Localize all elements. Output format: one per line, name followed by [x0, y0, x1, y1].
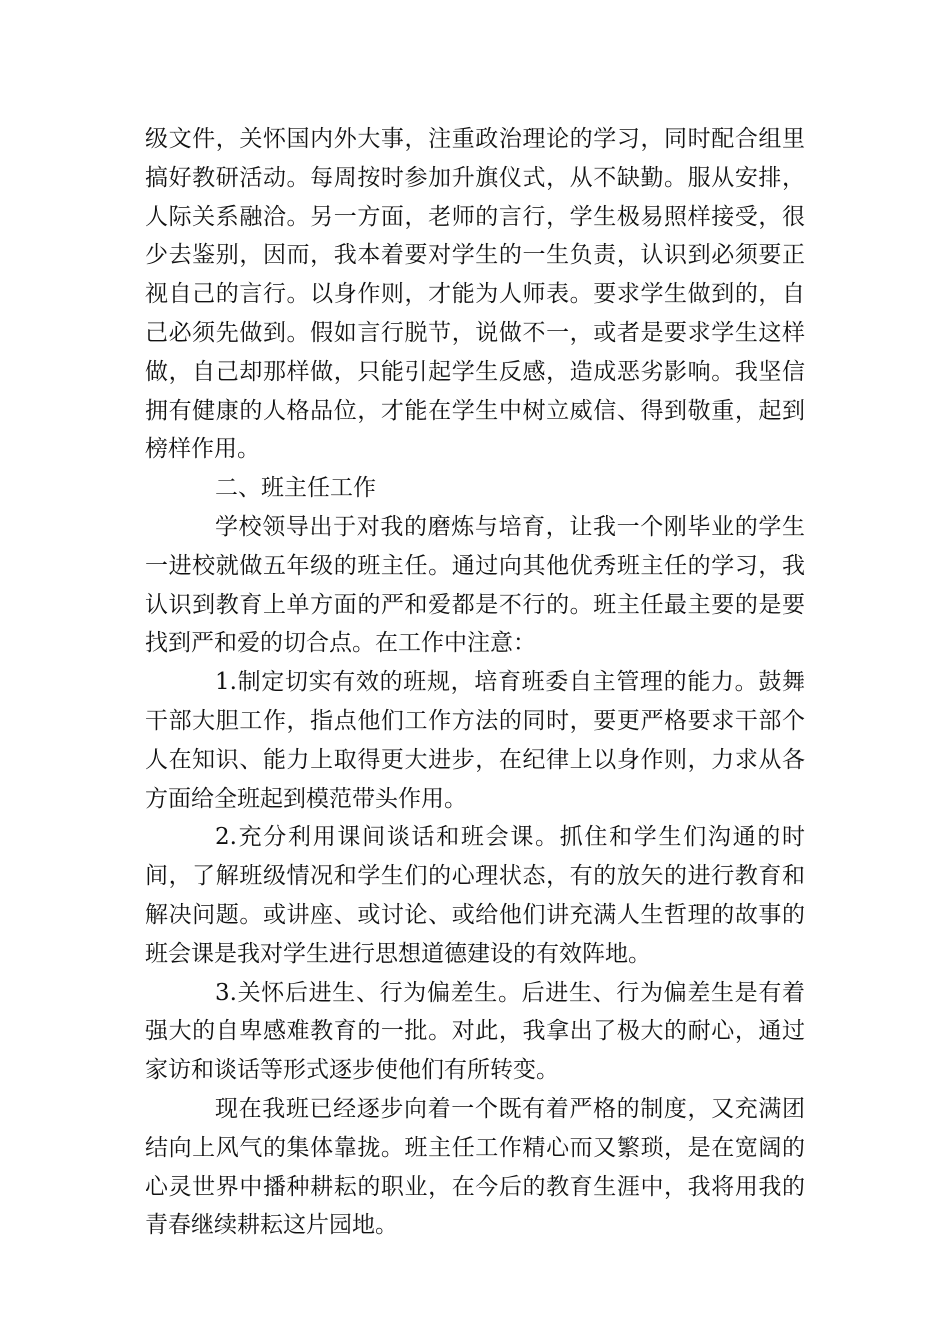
document-page — [145, 120, 805, 1245]
paragraph-point-3: 3.关怀后进生、行为偏差生。后进生、行为偏差生是有着强大的自卑感难教育的一批。对此，我拿出了极大的耐心，通过家访和谈话等形式逐步使他们有所转变。 — [145, 979, 805, 1084]
section-heading-class-teacher-work: 二、班主任工作 — [215, 475, 376, 502]
paragraph-conclusion: 现在我班已经逐步向着一个既有着严格的制度，又充满团结向上风气的集体靠拢。班主任工作精心而又繁琐，是在宽阔的心灵世界中播种耕耘的职业，在今后的教育生涯中，我将用我的青春继续耕耘这片园地。 — [145, 1095, 805, 1239]
paragraph-point-1: 1.制定切实有效的班规，培育班委自主管理的能力。鼓舞干部大胆工作，指点他们工作方法的同时，要更严格要求干部个人在知识、能力上取得更大进步，在纪律上以身作则，力求从各方面给全班起到模范带头作用。 — [145, 669, 805, 812]
paragraph-point-2: 2.充分利用课间谈话和班会课。抓住和学生们沟通的时间，了解班级情况和学生们的心理状态，有的放矢的进行教育和解决问题。或讲座、或讨论、或给他们讲充满人生哲理的故事的班会课是我对学生进行思想道德建设的有效阵地。 — [145, 824, 805, 967]
paragraph-conduct: 级文件，关怀国内外大事，注重政治理论的学习，同时配合组里搞好教研活动。每周按时参加升旗仪式，从不缺勤。服从安排，人际关系融洽。另一方面，老师的言行，学生极易照样接受，很少去鉴别，因而，我本着要对学生的一生负责，认识到必须要正视自己的言行。以身作则，才能为人师表。要求学生做到的，自己必须先做到。假如言行脱节，说做不一，或者是要求学生这样做，自己却那样做，只能引起学生反感，造成恶劣影响。我坚信拥有健康的人格品位，才能在学生中树立威信、得到敬重，起到榜样作用。 — [145, 126, 805, 463]
paragraph-intro: 学校领导出于对我的磨炼与培育，让我一个刚毕业的学生一进校就做五年级的班主任。通过向其他优秀班主任的学习，我认识到教育上单方面的严和爱都是不行的。班主任最主要的是要找到严和爱的切合点。在工作中注意： — [145, 513, 805, 657]
